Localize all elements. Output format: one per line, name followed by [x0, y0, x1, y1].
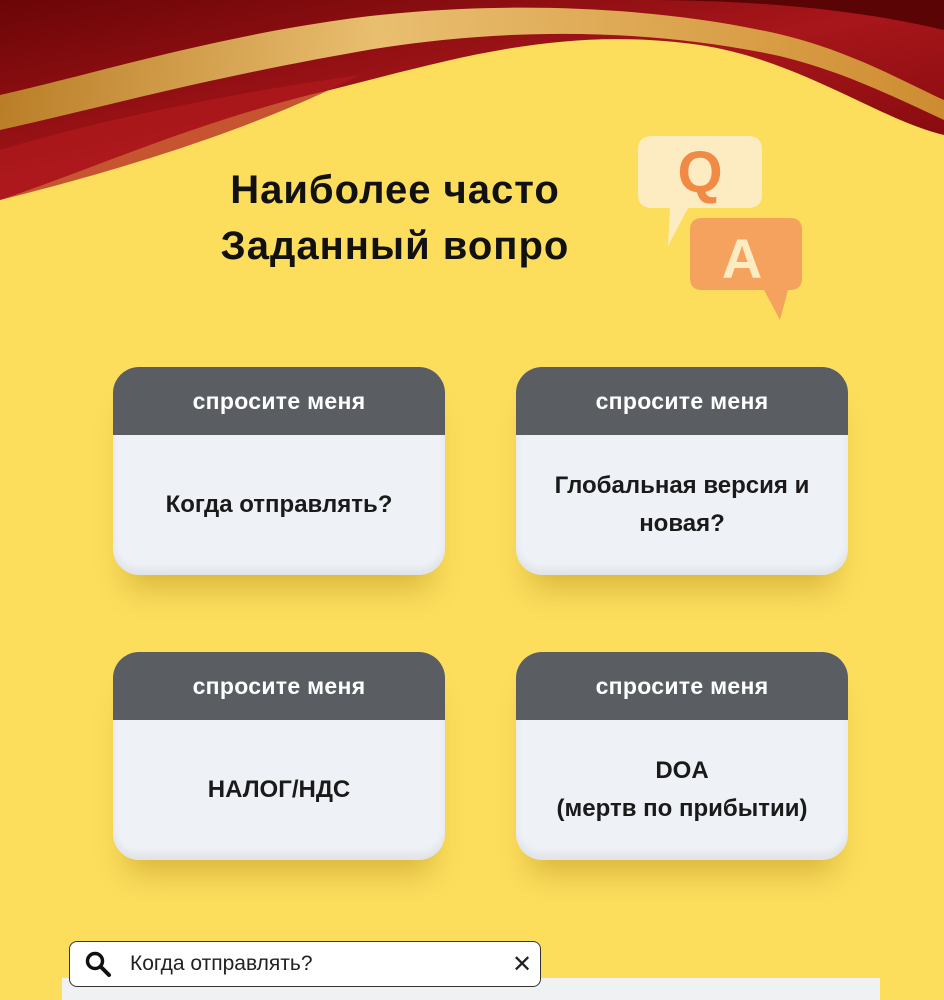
faq-card-doa[interactable]	[516, 652, 848, 860]
card-header: спросите меня	[516, 367, 848, 435]
a-letter: A	[721, 227, 763, 290]
card-question	[516, 435, 848, 575]
faq-card-global-version[interactable]	[516, 367, 848, 575]
card-question	[113, 720, 445, 860]
card-header: спросите меня	[113, 367, 445, 435]
search-input[interactable]: Когда отправлять?	[130, 952, 313, 975]
card-header: спросите меня	[113, 652, 445, 720]
faq-card-tax[interactable]	[113, 652, 445, 860]
search-icon	[84, 950, 112, 978]
card-question-line: Когда отправлять?	[165, 491, 393, 518]
q-letter: Q	[677, 140, 723, 205]
card-question	[113, 435, 445, 575]
page-title	[150, 162, 640, 274]
card-question-line: DOA	[655, 757, 709, 784]
search-bar[interactable]	[69, 941, 541, 987]
card-question	[516, 720, 848, 860]
close-icon[interactable]: ✕	[511, 950, 533, 978]
card-header: спросите меня	[516, 652, 848, 720]
card-question-line: новая?	[639, 510, 725, 537]
qa-icon	[630, 128, 820, 328]
faq-card-shipping[interactable]	[113, 367, 445, 575]
card-question-line: НАЛОГ/НДС	[207, 776, 351, 803]
title-line-1: Наиболее часто	[230, 168, 560, 212]
card-question-line: (мертв по прибытии)	[556, 795, 808, 822]
title-line-2: Заданный вопро	[220, 224, 570, 268]
card-question-line: Глобальная версия и	[554, 472, 810, 499]
